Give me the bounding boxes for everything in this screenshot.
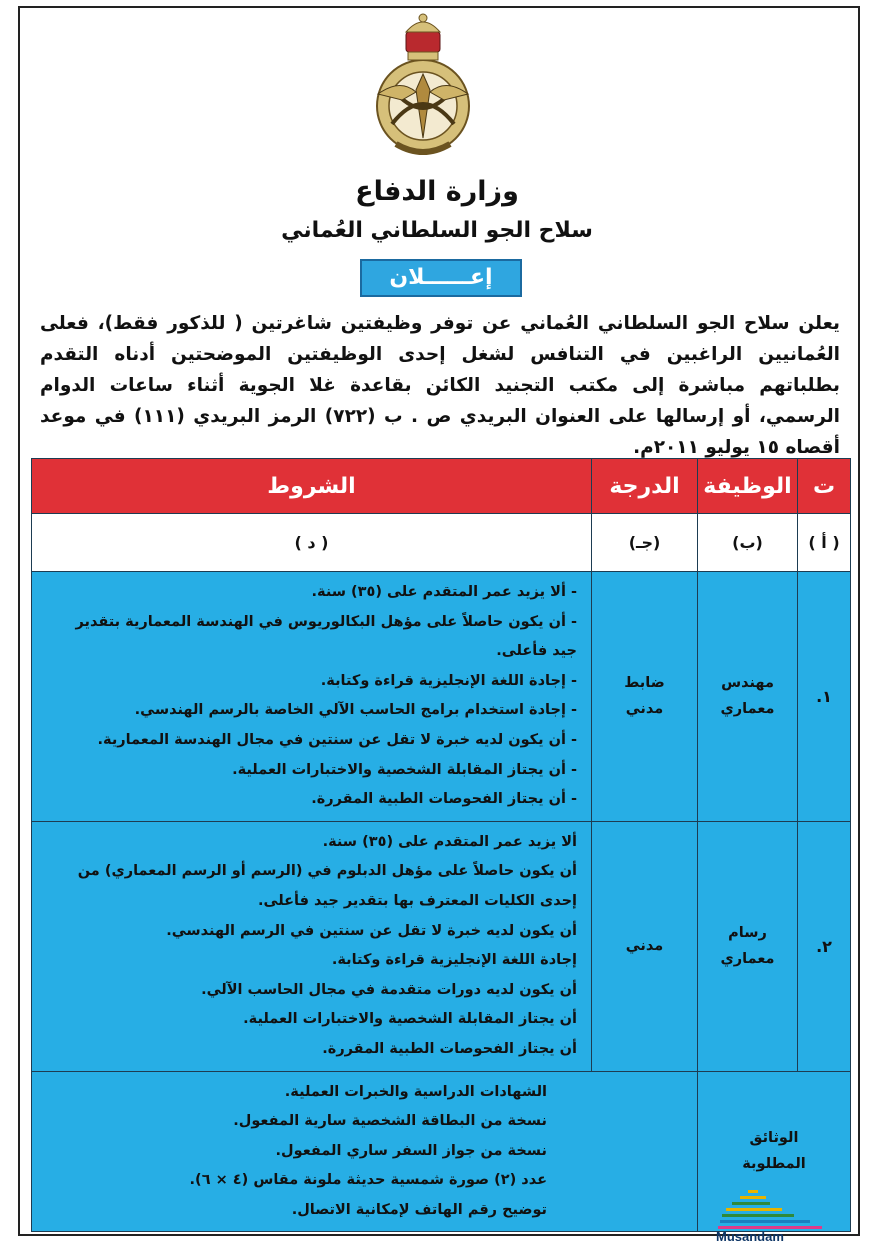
sub-job: (ب) <box>698 514 798 572</box>
header-conditions: الشروط <box>32 459 592 514</box>
condition-item: - إجادة اللغة الإنجليزية قراءة وكتابة. <box>320 672 577 689</box>
sub-num: ( أ ) <box>798 514 851 572</box>
job-conditions <box>32 572 592 822</box>
intro-paragraph: يعلن سلاح الجو السلطاني العُماني عن توفر وظيفتين شاغرتين ( للذكور فقط)، فعلى العُمانيين الراغبين في التنافس لشغل إحدى الوظيفتين الموضحتين أدناه التقدم بطلباتهم مباشرة إلى مكتب التجنيد الكائن بقاعدة غلا الجوية أثناء ساعات الدوام الرسمي، أو إرسالها على العنوان البريدي ص . ب (٧٢٢) الرمز البريدي (١١١) في موعد أقصاه ١٥ يوليو ٢٠١١م. <box>40 313 840 458</box>
job-title <box>698 572 798 822</box>
row-number: ١. <box>798 572 851 822</box>
grade-line: مدني <box>625 701 664 718</box>
condition-item: - ألا يزيد عمر المتقدم على (٣٥) سنة. <box>311 584 577 600</box>
job-grade <box>592 821 698 1071</box>
condition-item: أن يجتاز المقابلة الشخصية والاختبارات العملية. <box>243 1011 577 1028</box>
header-job: الوظيفة <box>698 459 798 514</box>
watermark-text: Musandam <box>716 1229 784 1244</box>
document-item: نسخة من البطاقة الشخصية سارية المفعول. <box>233 1113 547 1130</box>
job-title-line: مهندس <box>721 675 774 692</box>
condition-item: أن يجتاز الفحوصات الطبية المقررة. <box>322 1040 577 1057</box>
header-num: ت <box>798 459 851 514</box>
ministry-title: وزارة الدفاع <box>355 176 519 207</box>
condition-item: - أن يجتاز الفحوصات الطبية المقررة. <box>311 791 577 808</box>
grade-line: مدني <box>625 938 664 955</box>
job-title <box>698 821 798 1071</box>
job-title-line: معماري <box>720 701 775 718</box>
table-row <box>32 821 851 1071</box>
sub-conditions: ( د ) <box>32 514 592 572</box>
grade-line: ضابط <box>624 675 665 692</box>
condition-item: - أن يكون حاصلاً على مؤهل البكالوريوس في الهندسة المعمارية بتقدير <box>75 613 577 630</box>
row-number: ٢. <box>798 821 851 1071</box>
document-item: نسخة من جواز السفر ساري المفعول. <box>275 1142 547 1159</box>
condition-item: إجادة اللغة الإنجليزية قراءة وكتابة. <box>331 952 577 969</box>
job-conditions <box>32 821 592 1071</box>
sub-grade: (جـ) <box>592 514 698 572</box>
documents-list <box>32 1071 698 1232</box>
job-grade <box>592 572 698 822</box>
jobs-table <box>31 458 851 1232</box>
condition-item: أن يكون لديه خبرة لا تقل عن سنتين في الرسم الهندسي. <box>166 922 577 939</box>
header-grade: الدرجة <box>592 459 698 514</box>
condition-item: - أن يجتاز المقابلة الشخصية والاختبارات العملية. <box>232 761 577 778</box>
condition-item: ألا يزيد عمر المتقدم على (٣٥) سنة. <box>322 833 577 850</box>
condition-item: أن يكون حاصلاً على مؤهل الدبلوم في (الرسم أو الرسم المعماري) من <box>77 863 577 880</box>
job-title-line: معماري <box>720 951 775 968</box>
document-item: عدد (٢) صورة شمسية حديثة ملونة مقاس (٤ × ٦). <box>189 1172 547 1189</box>
table-subheader-row <box>32 514 851 572</box>
condition-item: - إجادة استخدام برامج الحاسب الآلي الخاصة بالرسم الهندسي. <box>134 702 577 719</box>
musandam-watermark <box>714 1184 864 1244</box>
condition-item: إحدى الكليات المعترف بها بتقدير جيد فأعلى. <box>258 892 577 909</box>
corps-title: سلاح الجو السلطاني العُماني <box>281 218 593 243</box>
table-row <box>32 572 851 822</box>
document-item: الشهادات الدراسية والخبرات العملية. <box>284 1083 547 1100</box>
announcement-banner: إعــــــلان <box>360 259 522 297</box>
table-header-row <box>32 459 851 514</box>
job-title-line: رسام <box>728 925 767 942</box>
condition-item: أن يكون لديه دورات متقدمة في مجال الحاسب الآلي. <box>201 981 577 998</box>
condition-item: جيد فأعلى. <box>496 643 577 660</box>
document-item: توضيح رقم الهاتف لإمكانية الاتصال. <box>291 1201 547 1218</box>
condition-item: - أن يكون لديه خبرة لا تقل عن سنتين في مجال الهندسة المعمارية. <box>97 731 577 748</box>
documents-label-line: الوثائق <box>749 1130 799 1147</box>
royal-air-force-emblem <box>372 8 474 166</box>
documents-label-line: المطلوبة <box>742 1156 806 1173</box>
